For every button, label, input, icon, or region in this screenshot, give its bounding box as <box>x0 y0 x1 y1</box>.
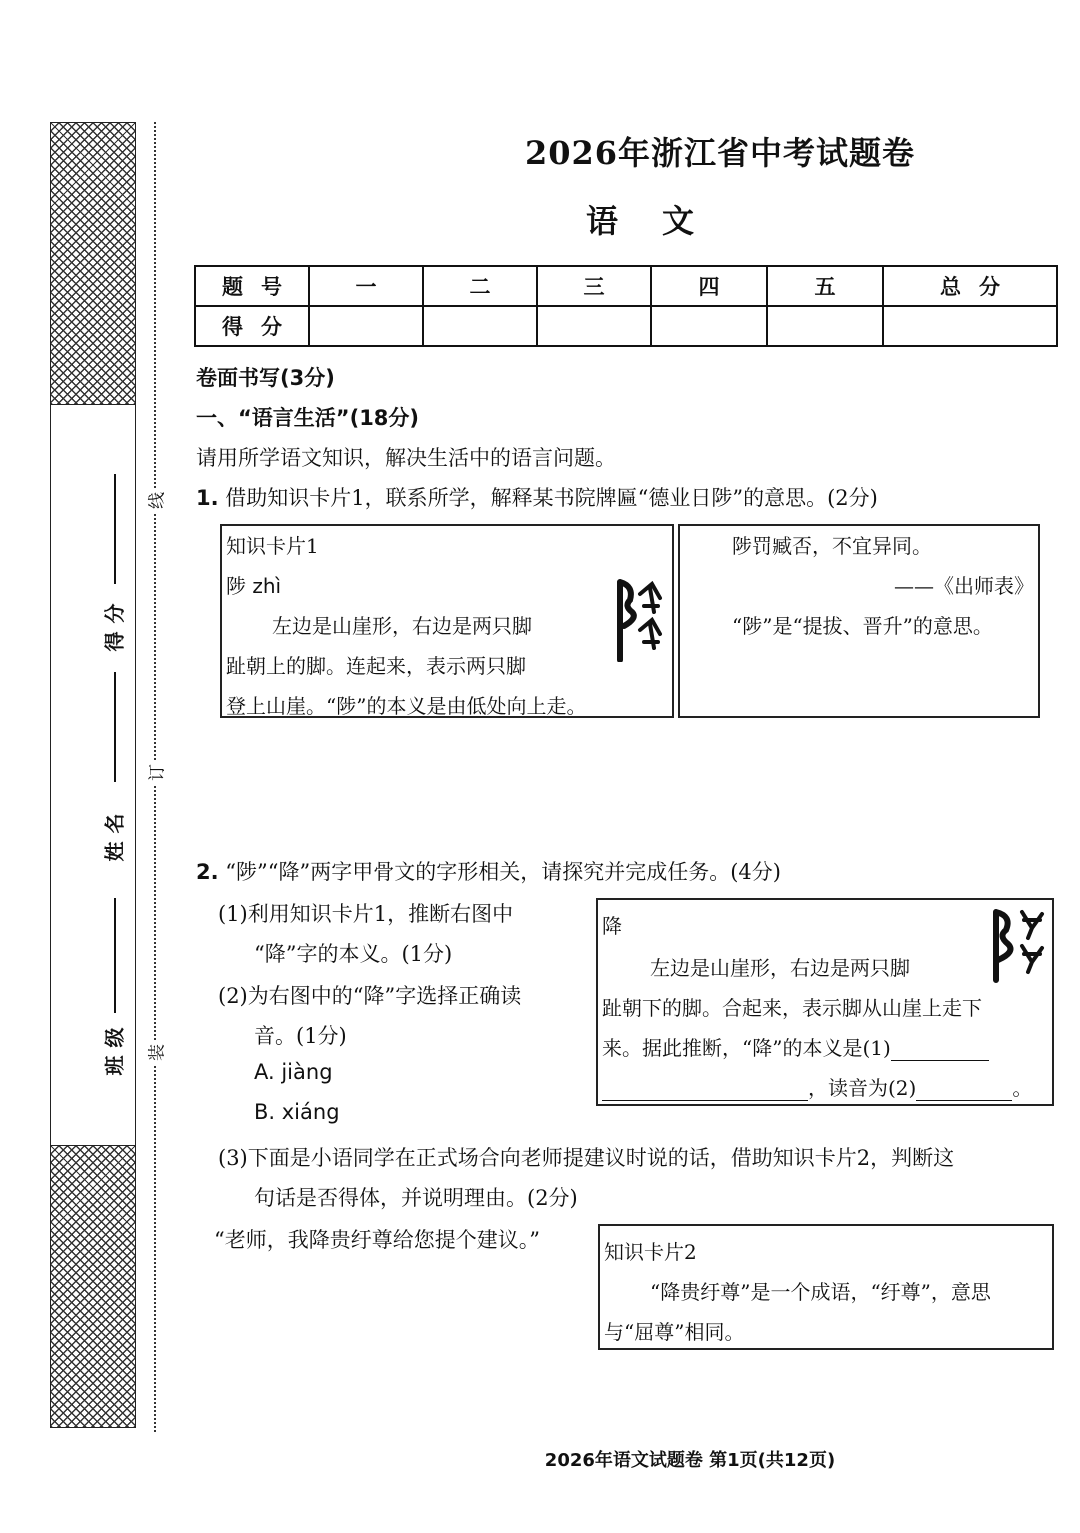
table-cell-part4: 四 <box>651 266 767 306</box>
table-cell-total: 总分 <box>883 266 1057 306</box>
option-b[interactable]: B. xiáng <box>254 1100 340 1124</box>
card1-char: 陟 <box>226 574 246 598</box>
q2-sub2-line2: 音。(1分) <box>254 1024 347 1048</box>
part1-intro: 请用所学语文知识，解决生活中的语言问题。 <box>196 446 616 470</box>
score-table-score-row <box>195 306 1057 346</box>
score-label: 得分 <box>102 595 127 652</box>
card2-title: 知识卡片2 <box>604 1240 697 1264</box>
q2-sub2-line1: (2)为右图中的“降”字选择正确读 <box>218 984 522 1008</box>
table-cell-part1: 一 <box>309 266 423 306</box>
score-cell-1[interactable] <box>309 306 423 346</box>
name-fill-line <box>114 672 116 782</box>
option-a[interactable]: A. jiàng <box>254 1060 333 1084</box>
blank-meaning-1[interactable] <box>891 1038 989 1061</box>
binding-char-ding: 订 <box>143 761 168 785</box>
score-cell-5[interactable] <box>767 306 883 346</box>
exam-subject: 语文 <box>585 202 738 240</box>
student-speech: “老师，我降贵纡尊给您提个建议。” <box>214 1228 540 1252</box>
jiang-card-line-4 <box>602 1072 1032 1101</box>
q2-sub3-line2: 句话是否得体，并说明理由。(2分) <box>254 1186 578 1210</box>
quote-box <box>678 524 1040 718</box>
card2-line-1: “降贵纡尊”是一个成语，“纡尊”，意思 <box>650 1280 991 1304</box>
q2-sub3-line1: (3)下面是小语同学在正式场合向老师提建议时说的话，借助知识卡片2，判断这 <box>218 1146 955 1170</box>
name-label: 姓名 <box>102 805 127 862</box>
table-cell-part5: 五 <box>767 266 883 306</box>
handwriting-score-line: 卷面书写(3分) <box>196 366 335 390</box>
jiang-card-line-1: 左边是山崖形，右边是两只脚 <box>650 956 910 980</box>
jiang-reading-prompt: ，读音为(2) <box>808 1076 917 1100</box>
card1-line-2: 趾朝上的脚。连起来，表示两只脚 <box>226 654 526 678</box>
binding-char-xian: 线 <box>143 489 168 513</box>
score-cell-4[interactable] <box>651 306 767 346</box>
blank-reading[interactable] <box>916 1078 1012 1101</box>
knowledge-card-2 <box>598 1224 1054 1350</box>
jiang-card-char: 降 <box>602 914 622 938</box>
q1-number: 1. <box>196 486 219 510</box>
oracle-glyph-jiang-icon <box>988 908 1050 984</box>
q1-prompt: 借助知识卡片1，联系所学，解释某书院牌匾“德业日陟”的意思。(2分) <box>225 486 878 510</box>
oracle-glyph-zhi-icon <box>614 576 666 662</box>
table-cell-question-no: 题号 <box>195 266 309 306</box>
q2-sub1-line2: “降”字的本义。(1分) <box>254 942 453 966</box>
q2-sub1-line1: (1)利用知识卡片1，推断右图中 <box>218 902 514 926</box>
score-cell-3[interactable] <box>537 306 651 346</box>
quote-source: ——《出师表》 <box>894 574 1034 598</box>
jiang-card-line-3 <box>602 1032 989 1061</box>
table-cell-score-label: 得分 <box>195 306 309 346</box>
card1-line-3: 登上山崖。“陟”的本义是由低处向上走。 <box>226 694 587 718</box>
q2-prompt: “陟”“降”两字甲骨文的字形相关，请探究并完成任务。(4分) <box>225 860 781 884</box>
score-fill-line <box>114 474 116 584</box>
table-cell-part3: 三 <box>537 266 651 306</box>
jiang-card-period: 。 <box>1012 1076 1033 1100</box>
quote-text: 陟罚臧否，不宜异同。 <box>732 534 932 558</box>
jiang-card-line-2: 趾朝下的脚。合起来，表示脚从山崖上走下 <box>602 996 982 1020</box>
q2-text <box>196 856 781 886</box>
q1-text <box>196 482 878 512</box>
table-cell-part2: 二 <box>423 266 537 306</box>
blank-meaning-2[interactable] <box>602 1078 808 1101</box>
binding-hatch-bottom <box>50 1145 136 1428</box>
part1-title: 一、“语言生活”(18分) <box>196 406 420 430</box>
score-table-header-row <box>195 266 1057 306</box>
score-table <box>194 265 1058 347</box>
class-fill-line <box>114 898 116 1013</box>
page-footer: 2026年语文试题卷 第1页(共12页) <box>544 1450 836 1471</box>
quote-note: “陟”是“提拔、晋升”的意思。 <box>732 614 993 638</box>
card1-pinyin: zhì <box>252 574 282 598</box>
jiang-card <box>596 898 1054 1106</box>
q2-number: 2. <box>196 860 219 884</box>
card1-line-1: 左边是山崖形，右边是两只脚 <box>272 614 532 638</box>
card1-title: 知识卡片1 <box>226 534 319 558</box>
binding-hatch-top <box>50 122 136 405</box>
jiang-meaning-prompt: 来。据此推断，“降”的本义是(1) <box>602 1036 891 1060</box>
exam-title: 2026年浙江省中考试题卷 <box>524 134 916 172</box>
knowledge-card-1 <box>220 524 674 718</box>
class-label: 班级 <box>102 1019 127 1076</box>
score-cell-total[interactable] <box>883 306 1057 346</box>
card2-line-2: 与“屈尊”相同。 <box>604 1320 745 1344</box>
score-cell-2[interactable] <box>423 306 537 346</box>
binding-char-zhuang: 装 <box>143 1041 168 1065</box>
card1-char-line <box>226 570 281 599</box>
